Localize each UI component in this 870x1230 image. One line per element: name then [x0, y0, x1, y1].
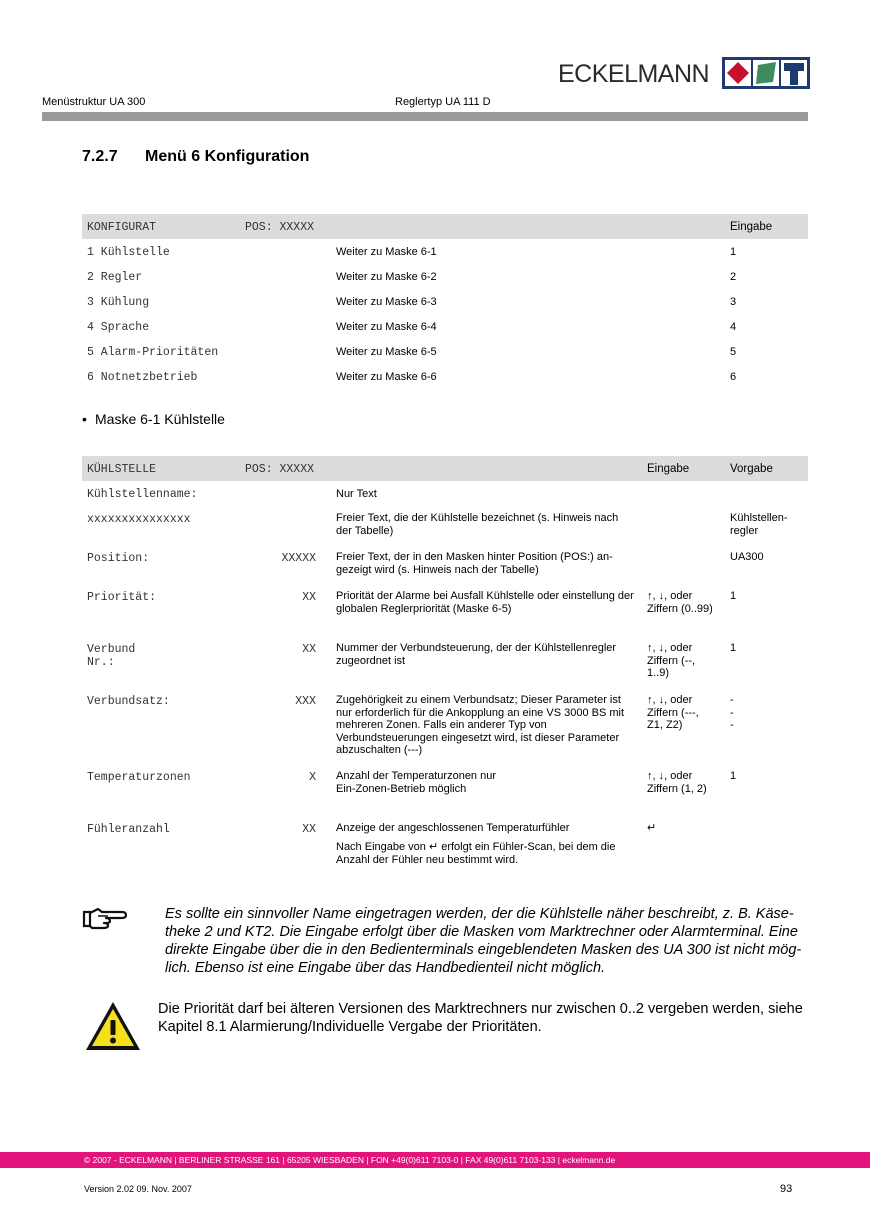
kuehl-row-value: XX	[302, 591, 316, 604]
config-head-pos: POS: XXXXX	[245, 221, 315, 234]
footer-company-info: © 2007 - ECKELMANN | BERLINER STRASSE 161 | 65205 WIESBADEN | FON +49(0)611 7103-0 | FAX 49(0)611 7103-133 | eckelmann.de	[84, 1155, 616, 1165]
mask-heading: Maske 6-1 Kühlstelle	[95, 411, 225, 427]
kuehl-row-input: ↑, ↓, oder Ziffern (--, 1..9)	[647, 642, 696, 679]
kuehl-row-value: X	[309, 771, 316, 784]
kuehl-row-input: ↵	[647, 822, 657, 834]
config-head-input: Eingabe	[730, 221, 773, 233]
kuehl-row-default: 1	[730, 770, 737, 782]
company-logo-icon	[722, 57, 810, 89]
config-row-input: 6	[730, 371, 737, 383]
config-row-label: 2 Regler	[87, 271, 143, 284]
kuehl-row-desc: Anzahl der Temperaturzonen nur Ein-Zonen-Betrieb möglich	[336, 770, 497, 795]
section-number: 7.2.7	[82, 148, 118, 165]
config-row-label: 3 Kühlung	[87, 296, 150, 309]
config-row-desc: Weiter zu Maske 6-3	[336, 296, 437, 308]
kuehl-row-desc: Zugehörigkeit zu einem Verbundsatz; Dieser Parameter ist nur erforderlich für die Ankopplung an eine VS 3000 BS mit mehreren Zonen. Falls ein anderer Typ von Verbundsteuerungen eingesetzt wird, ist dieser Parameter abzuschalten (---)	[336, 694, 625, 756]
header-controller-type: Reglertyp UA 111 D	[395, 96, 491, 108]
kuehl-row-default: ---	[730, 694, 734, 731]
kuehl-row-input: ↑, ↓, oder Ziffern (0..99)	[647, 590, 713, 615]
config-row-input: 1	[730, 246, 737, 258]
kuehl-row-default: 1	[730, 642, 737, 654]
config-row-desc: Weiter zu Maske 6-5	[336, 346, 437, 358]
kuehl-row-input: ↑, ↓, oder Ziffern (---, Z1, Z2)	[647, 694, 699, 731]
kuehl-row-label: Kühlstellenname:	[87, 488, 198, 501]
kuehl-row-value: XX	[302, 643, 316, 656]
config-row-desc: Weiter zu Maske 6-6	[336, 371, 437, 383]
kuehl-head-default: Vorgabe	[730, 463, 773, 475]
config-row-label: 4 Sprache	[87, 321, 150, 334]
config-row-label: 1 Kühlstelle	[87, 246, 170, 259]
bullet-marker: •	[82, 411, 87, 427]
kuehl-row-label: Priorität:	[87, 591, 157, 604]
kuehl-row-desc: Nummer der Verbundsteuerung, der der Kühlstellenregler zugeordnet ist	[336, 642, 617, 667]
kuehl-row-label: xxxxxxxxxxxxxxx	[87, 513, 191, 526]
kuehl-row-label: Position:	[87, 552, 150, 565]
kuehl-row-label: Verbundsatz:	[87, 695, 170, 708]
kuehl-head-input: Eingabe	[647, 463, 690, 475]
kuehl-row-desc: Anzeige der angeschlossenen Temperaturfühler	[336, 822, 570, 834]
config-row-label: 5 Alarm-Prioritäten	[87, 346, 219, 359]
config-row-input: 4	[730, 321, 737, 333]
warning-text: Die Priorität darf bei älteren Versionen des Marktrechners nur zwischen 0..2 vergeben werden, siehe Kapitel 8.1 Alarmierung/Individuelle Vergabe der Prioritäten.	[158, 1001, 803, 1035]
company-logo-text: ECKELMANN	[558, 60, 710, 88]
kuehl-row-label: Verbund Nr.:	[87, 643, 136, 669]
kuehl-row-desc: Freier Text, die der Kühlstelle bezeichnet (s. Hinweis nach der Tabelle)	[336, 512, 619, 537]
config-row-input: 3	[730, 296, 737, 308]
kuehl-head-label: KÜHLSTELLE	[87, 463, 157, 476]
hand-pointer-icon	[82, 906, 128, 930]
kuehl-row-default: Kühlstellen-regler	[730, 512, 788, 537]
kuehl-row-desc: Nur Text	[336, 488, 377, 500]
kuehl-row-value: XXXXX	[281, 552, 316, 565]
footer-version: Version 2.02 09. Nov. 2007	[84, 1184, 192, 1194]
kuehl-row-label: Fühleranzahl	[87, 823, 170, 836]
config-table-header	[82, 214, 808, 239]
kuehl-row-desc: Priorität der Alarme bei Ausfall Kühlstelle oder einstellung der globalen Reglerpriorität (Maske 6-5)	[336, 590, 634, 615]
config-row-input: 5	[730, 346, 737, 358]
config-head-label: KONFIGURAT	[87, 221, 157, 234]
kuehl-row-desc-note: Nach Eingabe von ↵ erfolgt ein Fühler-Scan, bei dem die Anzahl der Fühler neu bestimmt wird.	[336, 841, 616, 866]
page-number: 93	[780, 1183, 793, 1195]
kuehl-table-header	[82, 456, 808, 481]
config-row-desc: Weiter zu Maske 6-2	[336, 271, 437, 283]
config-row-desc: Weiter zu Maske 6-4	[336, 321, 437, 333]
kuehl-row-input: ↑, ↓, oder Ziffern (1, 2)	[647, 770, 707, 795]
kuehl-row-label: Temperaturzonen	[87, 771, 191, 784]
config-row-label: 6 Notnetzbetrieb	[87, 371, 198, 384]
header-divider	[42, 112, 808, 121]
kuehl-row-default: 1	[730, 590, 737, 602]
section-title: Menü 6 Konfiguration	[145, 148, 310, 165]
kuehl-row-default: UA300	[730, 551, 764, 563]
config-row-desc: Weiter zu Maske 6-1	[336, 246, 437, 258]
kuehl-row-desc: Freier Text, der in den Masken hinter Position (POS:) an-gezeigt wird (s. Hinweis nach der Tabelle)	[336, 551, 613, 576]
config-row-input: 2	[730, 271, 737, 283]
kuehl-row-value: XXX	[295, 695, 316, 708]
warning-icon	[84, 1000, 142, 1052]
note-text: Es sollte ein sinnvoller Name eingetragen werden, der die Kühlstelle näher beschreibt, z. B. Käse-theke 2 und KT2. Die Eingabe erfolgt über die Masken vom Marktrechner oder Alarmterminal. Eine direkte Eingabe über die in den Bedienterminals eingeblendeten Masken des UA 300 ist nicht mög-lich. Ebenso ist eine Eingabe über das Handbedienteil nicht möglich.	[165, 906, 802, 976]
kuehl-head-pos: POS: XXXXX	[245, 463, 315, 476]
kuehl-row-value: XX	[302, 823, 316, 836]
header-document-title: Menüstruktur UA 300	[42, 96, 146, 108]
